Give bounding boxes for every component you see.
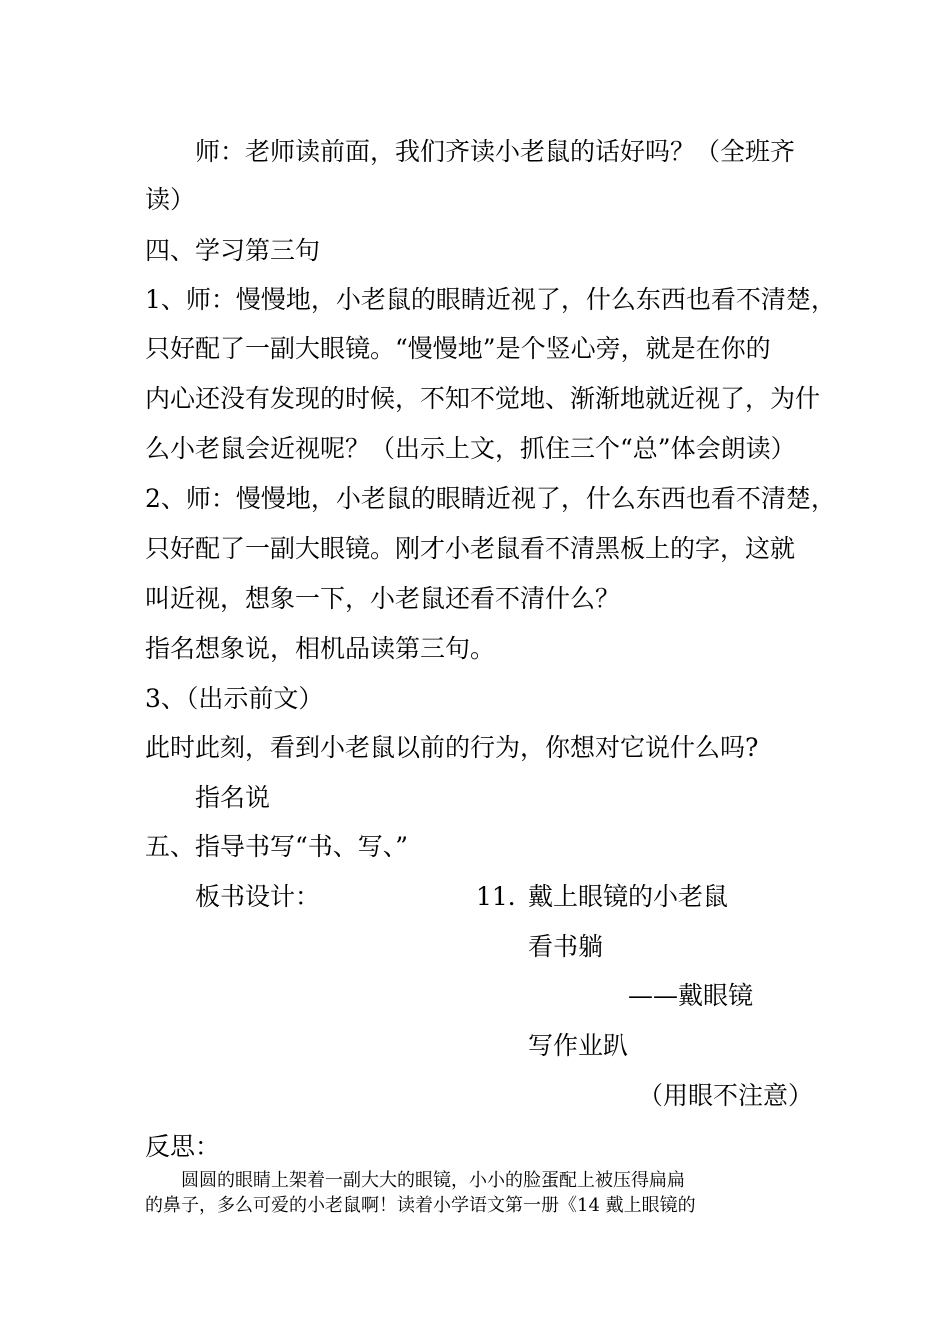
paragraph-line: 1、师：慢慢地，小老鼠的眼睛近视了，什么东西也看不清楚， xyxy=(145,285,836,314)
paragraph-line: 内心还没有发现的时候，不知不觉地、渐渐地就近视了，为什 xyxy=(145,384,821,413)
board-title: 戴上眼镜的小老鼠 xyxy=(528,882,729,911)
reflection-heading: 反思： xyxy=(145,1132,221,1161)
reflection-line: 圆圆的眼睛上架着一副大大的眼镜，小小的脸蛋配上被压得扁扁 xyxy=(181,1170,685,1191)
paragraph-line: 么小老鼠会近视呢？（出示上文，抓住三个“总”体会朗读） xyxy=(145,434,796,463)
board-line: 看书躺 xyxy=(528,932,604,961)
paragraph-line: 此时此刻，看到小老鼠以前的行为，你想对它说什么吗? xyxy=(145,733,759,762)
section-heading: 五、指导书写“书、写、” xyxy=(145,832,409,861)
paragraph-line: 叫近视，想象一下，小老鼠还看不清什么？ xyxy=(145,584,621,613)
paragraph-line: 师：老师读前面，我们齐读小老鼠的话好吗？（全班齐 xyxy=(195,137,796,166)
board-design-label: 板书设计： xyxy=(195,882,321,911)
paragraph-line: 指名想象说，相机品读第三句。 xyxy=(145,634,496,663)
board-line: ——戴眼镜 xyxy=(628,981,754,1010)
paragraph-line: 只好配了一副大眼镜。“慢慢地”是个竖心旁，就是在你的 xyxy=(145,334,771,363)
section-heading: 四、学习第三句 xyxy=(145,236,321,265)
paragraph-line: 2、师：慢慢地，小老鼠的眼睛近视了，什么东西也看不清楚， xyxy=(145,484,836,513)
reflection-line: 的鼻子，多么可爱的小老鼠啊！读着小学语文第一册《14 戴上眼镜的 xyxy=(145,1195,696,1216)
paragraph-line: 只好配了一副大眼镜。刚才小老鼠看不清黑板上的字，这就 xyxy=(145,534,796,563)
board-line: 写作业趴 xyxy=(528,1031,629,1060)
paragraph-line: 指名说 xyxy=(195,783,271,812)
board-line: （用眼不注意） xyxy=(638,1081,814,1110)
paragraph-line: 3、（出示前文） xyxy=(145,684,324,713)
paragraph-line: 读） xyxy=(145,185,196,214)
board-number: 11． xyxy=(476,882,533,911)
